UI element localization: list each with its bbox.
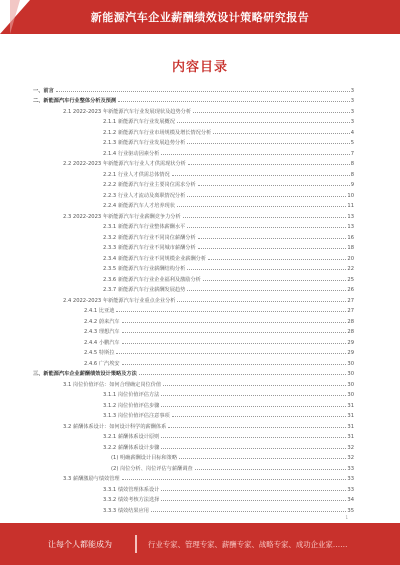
toc-entry-title: 3.3 薪酬激励与绩效管理 (63, 476, 120, 482)
toc-leader-dots (183, 216, 347, 218)
toc-entry-page: 13 (347, 224, 354, 230)
toc-leader-dots (187, 195, 346, 197)
toc-entry-page: 26 (347, 287, 354, 293)
toc-entry-page: 32 (347, 444, 354, 451)
toc-entry-title: 3.2.1 薪酬体系设计原则 (103, 434, 160, 440)
toc-entry-title: 2.4 2022-2023 年新能源汽车行业重点企业分析 (63, 297, 176, 304)
toc-entry-page: 18 (347, 245, 354, 251)
toc-leader-dots (161, 153, 349, 155)
report-title: 新能源汽车企业薪酬绩效设计策略研究报告 (90, 11, 310, 24)
footer-tagline: 让每个人都能成为 (48, 540, 112, 549)
toc-entry-title: 2.2.2 新能源汽车行业主要岗位需求分析 (103, 182, 196, 188)
toc-entry[interactable] (33, 188, 354, 199)
toc-entry[interactable] (33, 83, 354, 94)
toc-leader-dots (122, 342, 347, 344)
toc-leader-dots (161, 499, 346, 501)
toc-entry[interactable] (33, 398, 354, 409)
toc-entry[interactable] (33, 472, 354, 483)
toc-entry-page: 4 (350, 129, 354, 136)
toc-leader-dots (179, 457, 346, 459)
toc-leader-dots (122, 363, 347, 365)
toc-leader-dots (208, 258, 346, 260)
toc-entry-title: 三、新能源汽车企业薪酬绩效设计策略及方法 (33, 371, 137, 377)
toc-entry-title: 2.2 2022-2023 年新能源汽车行业人才供需现状分析 (63, 161, 186, 167)
toc-leader-dots (122, 478, 347, 480)
toc-entry-title: 2.4.4 小鹏汽车 (84, 339, 120, 346)
toc-entry-title: (2) 岗位分析、岗位评估与薪酬调查 (111, 465, 193, 472)
toc-leader-dots (198, 184, 350, 186)
toc-entry-page: 8 (350, 161, 354, 167)
toc-entry-page: 27 (347, 297, 354, 304)
toc-entry[interactable] (33, 283, 354, 294)
toc-entry-page: 9 (350, 182, 354, 188)
toc-entry-title: 2.1 2022-2023 年新能源汽车行业发展现状及趋势分析 (63, 108, 192, 115)
toc-entry[interactable] (33, 146, 354, 157)
toc-leader-dots (172, 174, 350, 176)
toc-entry[interactable] (33, 325, 354, 336)
toc-leader-dots (118, 100, 350, 102)
toc-leader-dots (193, 111, 350, 113)
toc-entry-title: 2.3.2 新能源汽车行业不同岗位薪酬分析 (103, 234, 196, 241)
toc-heading: 内容目录 (171, 60, 228, 75)
toc-entry[interactable] (33, 272, 354, 283)
toc-entry-title: 2.3.6 新能源汽车行业企业福利及激励分析 (103, 276, 201, 283)
toc-leader-dots (188, 163, 350, 165)
toc-entry[interactable] (33, 199, 354, 210)
toc-entry-page: 3 (350, 108, 354, 115)
toc-entry[interactable] (33, 115, 354, 126)
toc-entry-title: 3.2.2 薪酬体系设计步骤 (103, 444, 160, 451)
toc-entry[interactable] (33, 241, 354, 252)
toc-entry-title: 2.1.1 新能源汽车行业发展概况 (103, 119, 175, 125)
toc-entry-title: 2.4.5 特斯拉 (84, 350, 115, 356)
toc-leader-dots (177, 121, 350, 123)
toc-entry-page: 20 (347, 255, 354, 262)
toc-entry[interactable] (33, 230, 354, 241)
toc-leader-dots (161, 405, 346, 407)
toc-entry[interactable] (33, 346, 354, 357)
toc-leader-dots (187, 268, 346, 270)
toc-entry[interactable] (33, 104, 354, 115)
toc-leader-dots (122, 331, 347, 333)
toc-entry-title: 2.3.4 新能源汽车行业不同规模企业薪酬分析 (103, 255, 207, 262)
toc-leader-dots (213, 132, 349, 134)
footer-separator (135, 535, 137, 553)
toc-entry[interactable] (33, 209, 354, 220)
toc-leader-dots (161, 489, 346, 491)
toc-leader-dots (139, 373, 347, 375)
toc-entry-title: 2.3 2022-2023 年新能源汽车行业薪酬竞争力分析 (63, 213, 181, 220)
page-number: 1 (345, 515, 348, 520)
toc-entry[interactable] (33, 335, 354, 346)
toc-leader-dots (151, 510, 346, 512)
toc-entry-page: 34 (347, 497, 354, 503)
toc-leader-dots (116, 310, 346, 312)
toc-entry[interactable] (33, 388, 354, 399)
toc-entry[interactable] (33, 367, 354, 378)
toc-entry[interactable] (33, 440, 354, 451)
toc-leader-dots (163, 384, 346, 386)
report-header (0, 0, 400, 34)
toc-entry-page: 30 (347, 360, 354, 367)
toc-entry[interactable] (33, 94, 354, 105)
toc-entry-page: 35 (347, 507, 354, 514)
toc-entry-title: 3.1.2 岗位价值评估步骤 (103, 402, 160, 409)
toc-entry[interactable] (33, 493, 354, 504)
toc-entry[interactable] (33, 293, 354, 304)
toc-entry-page: 33 (347, 476, 354, 482)
toc-entry-page: 7 (350, 150, 354, 157)
toc-entry[interactable] (33, 482, 354, 493)
toc-entry-title: 2.4.2 蔚来汽车 (84, 318, 120, 325)
toc-leader-dots (122, 321, 347, 323)
toc-entry[interactable] (33, 430, 354, 441)
toc-entry-page: 28 (347, 318, 354, 325)
toc-entry[interactable] (33, 304, 354, 315)
toc-leader-dots (187, 289, 346, 291)
toc-entry-page: 33 (347, 486, 354, 493)
toc-entry-page: 30 (347, 371, 354, 377)
toc-entry-page: 30 (347, 381, 354, 388)
toc-entry[interactable] (33, 157, 354, 168)
toc-entry-page: 3 (350, 119, 354, 125)
toc-entry-title: 3.1.1 岗位价值评估方法 (103, 392, 160, 398)
toc-entry-page: 11 (347, 203, 354, 209)
toc-leader-dots (195, 468, 347, 470)
toc-entry-title: 2.4.3 理想汽车 (84, 329, 120, 335)
toc-entry-title: 二、新能源汽车行业整体分析及预测 (33, 98, 117, 104)
toc-leader-dots (172, 415, 347, 417)
toc-entry[interactable] (33, 125, 354, 136)
footer-banner (0, 523, 400, 565)
toc-entry-page: 31 (347, 434, 354, 440)
toc-leader-dots (56, 90, 350, 92)
toc-entry-title: 2.2.3 行业人才流动及离职情况分析 (103, 192, 186, 199)
toc-entry-page: 28 (347, 329, 354, 335)
toc-entry-page: 31 (347, 413, 354, 419)
table-of-contents (33, 83, 354, 514)
toc-entry-page: 27 (347, 308, 354, 314)
toc-leader-dots (198, 247, 347, 249)
toc-entry-page: 32 (347, 455, 354, 461)
toc-entry-title: 2.1.3 新能源汽车行业发展趋势分析 (103, 140, 186, 146)
toc-entry-title: 2.3.7 新能源汽车行业薪酬发展趋势 (103, 287, 186, 293)
toc-entry-page: 5 (350, 140, 354, 146)
toc-leader-dots (203, 279, 347, 281)
toc-entry-page: 29 (347, 350, 354, 356)
toc-entry[interactable] (33, 220, 354, 231)
toc-leader-dots (177, 300, 346, 302)
toc-leader-dots (187, 226, 346, 228)
toc-entry-page: 10 (347, 192, 354, 199)
toc-entry[interactable] (33, 251, 354, 262)
toc-entry-title: 2.4.6 广汽埃安 (84, 360, 120, 367)
toc-leader-dots (161, 436, 346, 438)
toc-entry-title: 2.4.1 比亚迪 (84, 308, 115, 314)
toc-entry[interactable] (33, 419, 354, 430)
toc-entry-page: 31 (347, 423, 354, 430)
toc-entry-page: 25 (347, 276, 354, 283)
toc-entry-page: 8 (350, 171, 354, 178)
toc-entry-title: 3.3.2 绩效考核方法选择 (103, 497, 160, 503)
toc-leader-dots (187, 142, 349, 144)
toc-entry-page: 33 (347, 465, 354, 472)
toc-leader-dots (177, 205, 346, 207)
toc-entry[interactable] (33, 167, 354, 178)
footer-roles: 行业专家、管理专家、薪酬专家、战略专家、成功企业家…… (148, 540, 348, 549)
toc-entry[interactable] (33, 503, 354, 514)
toc-entry-page: 22 (347, 266, 354, 272)
toc-entry-title: 2.3.5 新能源汽车行业薪酬结构分析 (103, 266, 186, 272)
toc-entry-title: 2.3.1 新能源汽车行业整体薪酬水平 (103, 224, 186, 230)
toc-entry[interactable] (33, 451, 354, 462)
toc-entry-page: 16 (347, 234, 354, 241)
toc-entry-title: 2.2.4 新能源汽车人才培养现状 (103, 203, 175, 209)
toc-entry[interactable] (33, 178, 354, 189)
toc-leader-dots (168, 426, 346, 428)
toc-leader-dots (161, 394, 346, 396)
toc-entry-title: 3.3.1 绩效管理体系设计 (103, 486, 160, 493)
toc-entry-title: 3.1.3 岗位价值评估注意事项 (103, 413, 170, 419)
toc-entry-title: (1) 明确薪酬设计目标和策略 (111, 455, 178, 461)
toc-leader-dots (198, 237, 347, 239)
toc-entry-page: 29 (347, 339, 354, 346)
toc-leader-dots (161, 447, 346, 449)
toc-entry-title: 3.3.3 绩效结果应用 (103, 507, 149, 514)
toc-entry-title: 2.3.3 新能源汽车行业不同城市薪酬分析 (103, 245, 196, 251)
toc-entry[interactable] (33, 262, 354, 273)
toc-entry[interactable] (33, 314, 354, 325)
toc-entry-page: 31 (347, 402, 354, 409)
toc-entry[interactable] (33, 461, 354, 472)
toc-leader-dots (116, 352, 346, 354)
toc-entry-page: 3 (350, 87, 354, 94)
toc-entry[interactable] (33, 409, 354, 420)
toc-entry[interactable] (33, 136, 354, 147)
toc-entry-title: 2.1.4 行业驱动因素分析 (103, 150, 160, 157)
toc-entry-title: 一、前言 (33, 87, 54, 94)
toc-entry-page: 13 (347, 213, 354, 220)
toc-entry[interactable] (33, 356, 354, 367)
toc-entry-page: 3 (350, 98, 354, 104)
toc-entry-title: 2.1.2 新能源汽车行业市场规模及增长情况分析 (103, 129, 212, 136)
toc-entry-title: 3.1 岗位价值评估：如何合理确定岗位价值 (63, 381, 162, 388)
toc-entry[interactable] (33, 377, 354, 388)
toc-entry-title: 2.2.1 行业人才供需总体情况 (103, 171, 170, 178)
toc-entry-title: 3.2 薪酬体系设计：如何设计科学的薪酬体系 (63, 423, 167, 430)
toc-entry-page: 30 (347, 392, 354, 398)
